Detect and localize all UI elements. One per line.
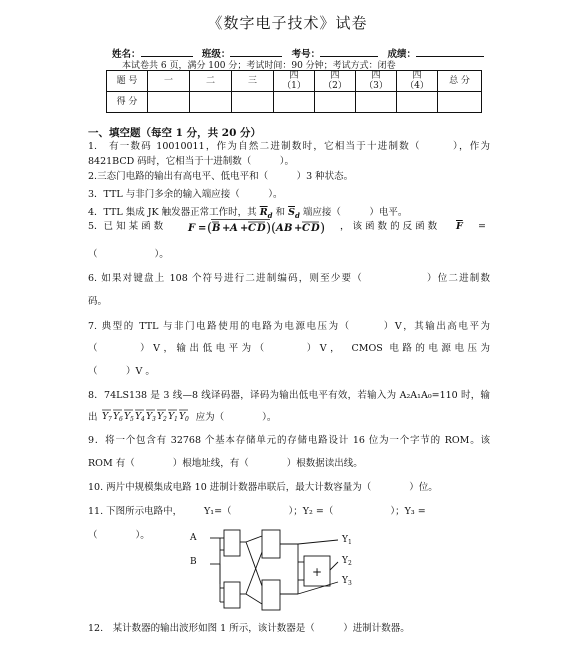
bottom-right-gate [262, 580, 280, 610]
svg-text:Y: Y [156, 411, 163, 422]
inverse-f-symbol: $\overline{F}$ [456, 221, 463, 232]
question-7-line-1: 7. 典型的 TTL 与非门电路使用的电路为电源电压为（ ）V，其输出高电平为 [88, 321, 490, 332]
question-8-suffix: 应为（ ）。 [195, 412, 277, 423]
svg-text:Y: Y [167, 411, 174, 422]
output-y2-label: $Y_2$ [342, 556, 352, 567]
score-cell[interactable] [190, 92, 232, 113]
question-3: 3．TTL 与非门多余的输入端应接（ ）。 [88, 189, 283, 200]
output-y1-label: $Y_1$ [342, 535, 352, 546]
score-header-sub: （3） [364, 81, 388, 91]
question-9-line-1: 9．将一个包含有 32768 个基本存储单元的存储电路设计 16 位为一个字节的 ROM。该 [88, 435, 490, 446]
score-table-header-row [107, 71, 482, 92]
question-11-blanks: Y₁=（ ）；Y₂ =（ ）；Y₃ = [204, 506, 426, 517]
question-8-line-2 [88, 408, 490, 424]
svg-text:C: C [302, 223, 310, 234]
question-1-line-1: 1. 有一数码 10010011，作为自然二进制数时，它相当于十进制数（ ），作为 [88, 141, 490, 152]
score-cell[interactable] [274, 92, 315, 113]
score-header-cell: 一 [148, 71, 190, 92]
question-6-line-1: 6. 如果对键盘上 108 个符号进行二进制编码，则至少要（ ）位二进制数 [88, 273, 490, 284]
question-8-line-1: 8．74LS138 是 3 线—8 线译码器，译码为输出低电平有效，若输入为 A₂A₁A₀=110 时，输 [88, 390, 490, 401]
score-header-cell [397, 71, 438, 92]
svg-text:C: C [248, 223, 256, 234]
name-blank[interactable] [141, 47, 193, 57]
question-5-line-2: （ ）。 [88, 249, 169, 260]
score-header-cell [315, 71, 356, 92]
svg-text:Y: Y [112, 411, 119, 422]
svg-text:1: 1 [173, 416, 178, 423]
question-5-equals: = [478, 221, 486, 232]
svg-text:(: ( [207, 221, 213, 236]
svg-text:Y: Y [123, 411, 130, 422]
bottom-left-gate [224, 582, 240, 608]
logic-circuit-diagram [186, 522, 366, 624]
question-4-suffix: 端应接（ ）电平。 [302, 207, 408, 218]
input-b-label: B [190, 557, 197, 567]
score-header-cell: 二 [190, 71, 232, 92]
sd-subscript: d [294, 210, 300, 220]
question-4-and: 和 [275, 207, 286, 218]
score-header-text: 四 [289, 71, 299, 81]
svg-text:+: + [222, 223, 231, 234]
score-table-score-row [107, 92, 482, 113]
question-12: 12. 某计数器的输出波形如图 1 所示，该计数器是（ ）进制计数器。 [88, 623, 410, 634]
svg-text:(: ( [271, 221, 277, 236]
svg-text:D: D [311, 223, 320, 234]
svg-text:F: F [188, 223, 196, 234]
score-row-label: 得 分 [107, 92, 148, 113]
input-a-label: A [190, 533, 197, 543]
svg-text:A: A [276, 223, 284, 234]
question-11-line-2: （ ）。 [88, 530, 150, 541]
score-header-cell: 总 分 [438, 71, 482, 92]
score-header-text: 四 [412, 71, 422, 81]
svg-text:D: D [257, 223, 266, 234]
svg-text:=: = [198, 223, 207, 234]
svg-text:6: 6 [118, 416, 123, 423]
output-y3-label: $Y_3$ [342, 576, 352, 587]
svg-text:2: 2 [162, 416, 167, 423]
svg-text:): ) [266, 221, 272, 236]
question-9-line-2: ROM 有（ ）根地址线，有（ ）根数据读出线。 [88, 458, 363, 469]
exam-no-blank[interactable] [320, 47, 378, 57]
question-11-line-1 [88, 505, 490, 518]
svg-text:3: 3 [151, 416, 156, 423]
class-label: 班级： [201, 49, 231, 60]
score-header-sub: （4） [405, 81, 429, 91]
svg-text:4: 4 [140, 416, 145, 423]
score-header-cell [356, 71, 397, 92]
svg-text:0: 0 [184, 416, 189, 423]
top-right-gate [262, 530, 280, 558]
score-header-cell: 题 号 [107, 71, 148, 92]
score-header-cell: 三 [232, 71, 274, 92]
question-7-line-3: （ ）V 。 [88, 366, 155, 377]
score-header-sub: （1） [282, 81, 306, 91]
score-header-text: 四 [330, 71, 340, 81]
svg-text:7: 7 [107, 416, 112, 423]
svg-text:Y: Y [145, 411, 152, 422]
name-label: 姓名： [112, 49, 141, 60]
svg-text:5: 5 [129, 416, 134, 423]
svg-text:B: B [284, 223, 293, 234]
question-7-line-2: （ ）V，输出低电平为（ ）V， CMOS 电路的电源电压为 [88, 343, 490, 354]
question-5-line-1 [88, 220, 490, 238]
question-8-prefix: 出 [88, 412, 98, 423]
class-blank[interactable] [230, 47, 282, 57]
svg-text:+: + [240, 223, 249, 234]
question-1-line-2: 8421BCD 码时，它相当于十进制数（ ）。 [88, 156, 294, 167]
top-left-gate [224, 530, 240, 556]
question-6-line-2: 码。 [88, 296, 108, 307]
score-blank[interactable] [416, 47, 484, 57]
score-table [106, 70, 482, 113]
exam-title: 《数字电子技术》试卷 [207, 14, 368, 32]
score-header-sub: （2） [323, 81, 347, 91]
svg-text:Y: Y [178, 411, 185, 422]
formula-f [186, 218, 336, 236]
exam-note: 本试卷共 6 页，满分 100 分；考试时间：90 分钟；考试方式：闭卷 [122, 61, 396, 71]
question-2: 2.三态门电路的输出有高电平、低电平和（ ）3 种状态。 [88, 171, 354, 182]
sd-symbol: $\overline{S}$ [288, 207, 295, 218]
svg-text:B: B [212, 223, 221, 234]
score-cell[interactable] [315, 92, 356, 113]
score-cell[interactable] [397, 92, 438, 113]
exam-no-label: 考号： [291, 49, 321, 60]
decoder-outputs-formula [101, 408, 193, 423]
score-cell[interactable] [438, 92, 482, 113]
question-10: 10. 两片中规模集成电路 10 进制计数器串联后，最大计数容量为（ ）位。 [88, 482, 438, 493]
question-4-prefix: 4．TTL 集成 JK 触发器正常工作时，其 [88, 207, 257, 218]
xor-symbol: + [312, 565, 323, 579]
score-cell[interactable] [148, 92, 190, 113]
rd-subscript: d [267, 210, 273, 220]
score-header-text: 四 [371, 71, 381, 81]
rd-symbol: $\overline{R}$ [259, 207, 268, 218]
score-label: 成绩： [387, 49, 416, 60]
svg-text:Y: Y [101, 411, 108, 422]
svg-text:A: A [230, 223, 238, 234]
question-5-middle: ， 该 函 数 的 反 函 数 [340, 221, 438, 232]
section-fill-in-heading: 一、填空题（每空 1 分，共 20 分） [88, 127, 262, 139]
svg-text:+: + [294, 223, 303, 234]
svg-text:Y: Y [134, 411, 141, 422]
score-cell[interactable] [232, 92, 274, 113]
score-header-cell [274, 71, 315, 92]
question-5-prefix: 5．已 知 某 函 数 [88, 221, 164, 232]
score-cell[interactable] [356, 92, 397, 113]
svg-text:): ) [320, 221, 326, 236]
question-11-prefix: 11. 下图所示电路中， [88, 506, 183, 517]
